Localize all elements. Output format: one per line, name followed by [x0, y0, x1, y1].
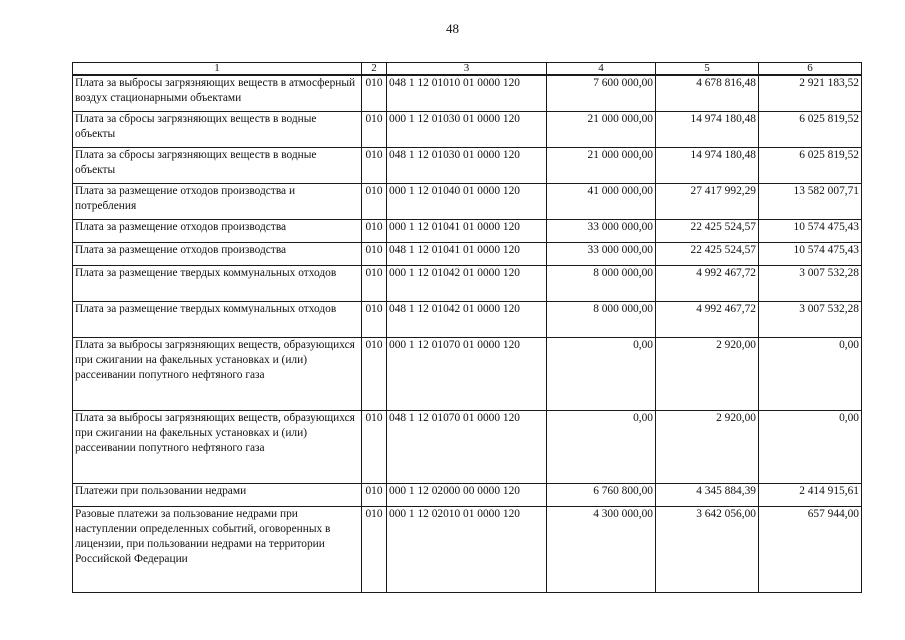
row-name: Плата за выбросы загрязняющих веществ, образующихся при сжигании на факельных установках и (или) рассеивании попутного нефтяного газа — [73, 410, 362, 483]
row-remaining: 10 574 475,43 — [759, 242, 862, 265]
row-plan: 0,00 — [547, 337, 656, 410]
column-header-3: 3 — [387, 63, 547, 76]
table-row — [73, 410, 862, 483]
column-header-1: 1 — [73, 63, 362, 76]
row-remaining: 657 944,00 — [759, 506, 862, 592]
table-row — [73, 483, 862, 506]
row-name: Плата за сбросы загрязняющих веществ в водные объекты — [73, 111, 362, 147]
row-kbk: 000 1 12 02000 00 0000 120 — [387, 483, 547, 506]
row-kbk: 000 1 12 01030 01 0000 120 — [387, 111, 547, 147]
row-code: 010 — [362, 301, 387, 337]
row-plan: 6 760 800,00 — [547, 483, 656, 506]
row-executed: 4 992 467,72 — [656, 301, 759, 337]
table-row — [73, 506, 862, 592]
column-header-2: 2 — [362, 63, 387, 76]
row-code: 010 — [362, 337, 387, 410]
row-remaining: 2 414 915,61 — [759, 483, 862, 506]
row-kbk: 000 1 12 01070 01 0000 120 — [387, 337, 547, 410]
row-code: 010 — [362, 483, 387, 506]
row-plan: 41 000 000,00 — [547, 183, 656, 219]
row-name: Плата за сбросы загрязняющих веществ в водные объекты — [73, 147, 362, 183]
row-name: Платежи при пользовании недрами — [73, 483, 362, 506]
row-remaining: 3 007 532,28 — [759, 301, 862, 337]
row-name: Плата за размещение твердых коммунальных отходов — [73, 301, 362, 337]
column-header-5: 5 — [656, 63, 759, 76]
row-executed: 4 992 467,72 — [656, 265, 759, 301]
row-name: Плата за выбросы загрязняющих веществ, образующихся при сжигании на факельных установках и (или) рассеивании попутного нефтяного газа — [73, 337, 362, 410]
table-row — [73, 301, 862, 337]
row-plan: 0,00 — [547, 410, 656, 483]
row-code: 010 — [362, 410, 387, 483]
row-remaining: 0,00 — [759, 410, 862, 483]
row-name: Плата за размещение отходов производства и потребления — [73, 183, 362, 219]
row-plan: 21 000 000,00 — [547, 147, 656, 183]
row-remaining: 0,00 — [759, 337, 862, 410]
row-name: Разовые платежи за пользование недрами при наступлении определенных событий, оговоренных в лицензии, при пользовании недрами на территории Российской Федерации — [73, 506, 362, 592]
row-kbk: 000 1 12 01040 01 0000 120 — [387, 183, 547, 219]
row-plan: 7 600 000,00 — [547, 75, 656, 111]
row-remaining: 10 574 475,43 — [759, 219, 862, 242]
row-remaining: 6 025 819,52 — [759, 111, 862, 147]
row-code: 010 — [362, 75, 387, 111]
budget-table — [72, 62, 862, 593]
row-code: 010 — [362, 242, 387, 265]
row-name: Плата за размещение отходов производства — [73, 219, 362, 242]
row-code: 010 — [362, 219, 387, 242]
row-code: 010 — [362, 506, 387, 592]
column-header-6: 6 — [759, 63, 862, 76]
table-row — [73, 265, 862, 301]
row-kbk: 048 1 12 01010 01 0000 120 — [387, 75, 547, 111]
row-executed: 2 920,00 — [656, 410, 759, 483]
row-executed: 22 425 524,57 — [656, 219, 759, 242]
row-code: 010 — [362, 265, 387, 301]
row-code: 010 — [362, 147, 387, 183]
table-row — [73, 147, 862, 183]
row-name: Плата за размещение отходов производства — [73, 242, 362, 265]
column-header-4: 4 — [547, 63, 656, 76]
table-row — [73, 242, 862, 265]
row-executed: 27 417 992,29 — [656, 183, 759, 219]
row-executed: 14 974 180,48 — [656, 111, 759, 147]
row-plan: 4 300 000,00 — [547, 506, 656, 592]
row-plan: 33 000 000,00 — [547, 242, 656, 265]
row-kbk: 048 1 12 01041 01 0000 120 — [387, 242, 547, 265]
row-code: 010 — [362, 183, 387, 219]
row-name: Плата за выбросы загрязняющих веществ в атмосферный воздух стационарными объектами — [73, 75, 362, 111]
page-number: 48 — [446, 21, 459, 36]
row-remaining: 13 582 007,71 — [759, 183, 862, 219]
row-plan: 8 000 000,00 — [547, 265, 656, 301]
header-row — [73, 63, 862, 76]
row-executed: 4 345 884,39 — [656, 483, 759, 506]
row-kbk: 048 1 12 01070 01 0000 120 — [387, 410, 547, 483]
row-plan: 33 000 000,00 — [547, 219, 656, 242]
table-row — [73, 111, 862, 147]
row-kbk: 000 1 12 01041 01 0000 120 — [387, 219, 547, 242]
table-row — [73, 183, 862, 219]
row-executed: 22 425 524,57 — [656, 242, 759, 265]
row-executed: 2 920,00 — [656, 337, 759, 410]
row-name: Плата за размещение твердых коммунальных отходов — [73, 265, 362, 301]
row-kbk: 000 1 12 02010 01 0000 120 — [387, 506, 547, 592]
row-plan: 8 000 000,00 — [547, 301, 656, 337]
row-code: 010 — [362, 111, 387, 147]
table-row — [73, 337, 862, 410]
row-kbk: 048 1 12 01030 01 0000 120 — [387, 147, 547, 183]
row-executed: 14 974 180,48 — [656, 147, 759, 183]
row-remaining: 6 025 819,52 — [759, 147, 862, 183]
table-row — [73, 219, 862, 242]
row-kbk: 000 1 12 01042 01 0000 120 — [387, 265, 547, 301]
row-executed: 3 642 056,00 — [656, 506, 759, 592]
row-remaining: 3 007 532,28 — [759, 265, 862, 301]
table-header — [73, 63, 862, 76]
row-remaining: 2 921 183,52 — [759, 75, 862, 111]
table-row — [73, 75, 862, 111]
row-executed: 4 678 816,48 — [656, 75, 759, 111]
table-body — [73, 75, 862, 592]
row-kbk: 048 1 12 01042 01 0000 120 — [387, 301, 547, 337]
row-plan: 21 000 000,00 — [547, 111, 656, 147]
